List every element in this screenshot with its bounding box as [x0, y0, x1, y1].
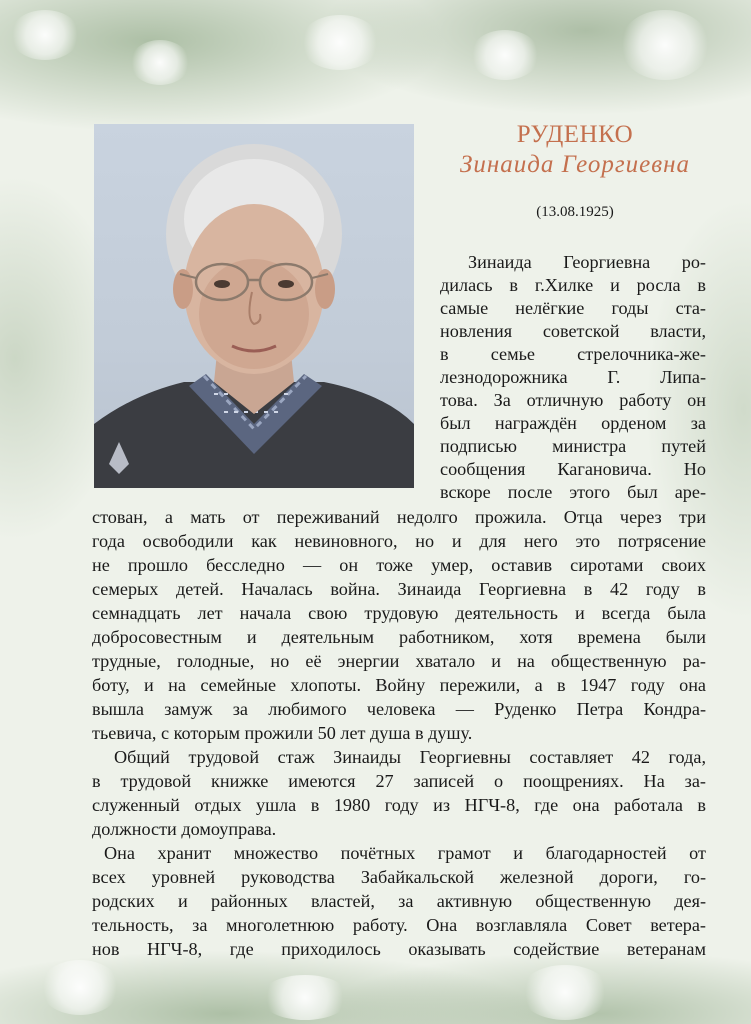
- text-line: това. За отличную работу он: [440, 390, 706, 410]
- given-names: Зинаида Георгиевна: [459, 151, 691, 178]
- text-line: Она хранит множество почётных грамот и благодарностей от: [104, 843, 706, 863]
- text-line: Общий трудовой стаж Зинаиды Георгиевны составляет 42 года,: [114, 747, 706, 767]
- surname: РУДЕНКО: [516, 121, 634, 148]
- text-line: стован, а мать от переживаний недолго прожила. Отца через три: [92, 507, 706, 527]
- text-line: боту, и на семейные хлопоты. Войну пережили, а в 1947 году она: [92, 675, 706, 695]
- blossom-decoration: [620, 10, 710, 80]
- text-line: должности домоуправа.: [92, 819, 277, 839]
- text-line: нов НГЧ-8, где приходилось оказывать содействие ветеранам: [92, 939, 706, 959]
- blossom-decoration: [40, 960, 120, 1015]
- text-line: тьевича, с которым прожили 50 лет душа в душу.: [92, 723, 473, 743]
- text-line: новления советской власти,: [440, 321, 706, 341]
- blossom-decoration: [300, 15, 380, 70]
- text-line: трудные, голодные, но её энергии хватало и на общественную ра-: [92, 651, 706, 671]
- blossom-decoration: [130, 40, 190, 85]
- blossom-decoration: [520, 965, 610, 1020]
- text-line: не прошло бесследно — он тоже умер, оставив сиротами своих: [92, 555, 706, 575]
- text-line: вскоре после этого был аре-: [440, 482, 706, 502]
- blossom-decoration: [470, 30, 540, 80]
- text-line: самые нелёгкие годы ста-: [440, 298, 706, 318]
- portrait-photo: [94, 124, 414, 488]
- blossom-decoration: [10, 10, 80, 60]
- text-line: Зинаида Георгиевна ро-: [468, 252, 706, 272]
- text-line: семнадцать лет начала свою трудовую деятельность и всегда была: [92, 603, 706, 623]
- birth-date: (13.08.1925): [536, 204, 614, 220]
- text-line: сообщения Кагановича. Но: [440, 459, 706, 479]
- name-heading: [440, 120, 710, 180]
- text-line: служенный отдых ушла в 1980 году из НГЧ-8, где она работала в: [92, 795, 706, 815]
- text-line: семерых детей. Началась война. Зинаида Георгиевна в 42 году в: [92, 579, 706, 599]
- text-line: дилась в г.Хилке и росла в: [440, 275, 706, 295]
- text-line: вышла замуж за любимого человека — Руденко Петра Кондра-: [92, 699, 706, 719]
- text-line: был награждён орденом за: [440, 413, 706, 433]
- text-line: тельность, за многолетнюю работу. Она возглавляла Совет ветера-: [92, 915, 706, 935]
- blossom-decoration: [260, 975, 350, 1020]
- text-line: в трудовой книжке имеются 27 записей о поощрениях. На за-: [92, 771, 706, 791]
- text-line: подписью министра путей: [440, 436, 706, 456]
- text-line: в семье стрелочника-же-: [440, 344, 706, 364]
- text-line: лезнодорожника Г. Липа-: [440, 367, 706, 387]
- text-line: родских и районных властей, за активную общественную дея-: [92, 891, 706, 911]
- text-line: года освободили как невиновного, но и для него это потрясение: [92, 531, 706, 551]
- text-line: всех уровней руководства Забайкальской железной дороги, го-: [92, 867, 706, 887]
- text-line: добросовестным и деятельным работником, хотя времена были: [92, 627, 706, 647]
